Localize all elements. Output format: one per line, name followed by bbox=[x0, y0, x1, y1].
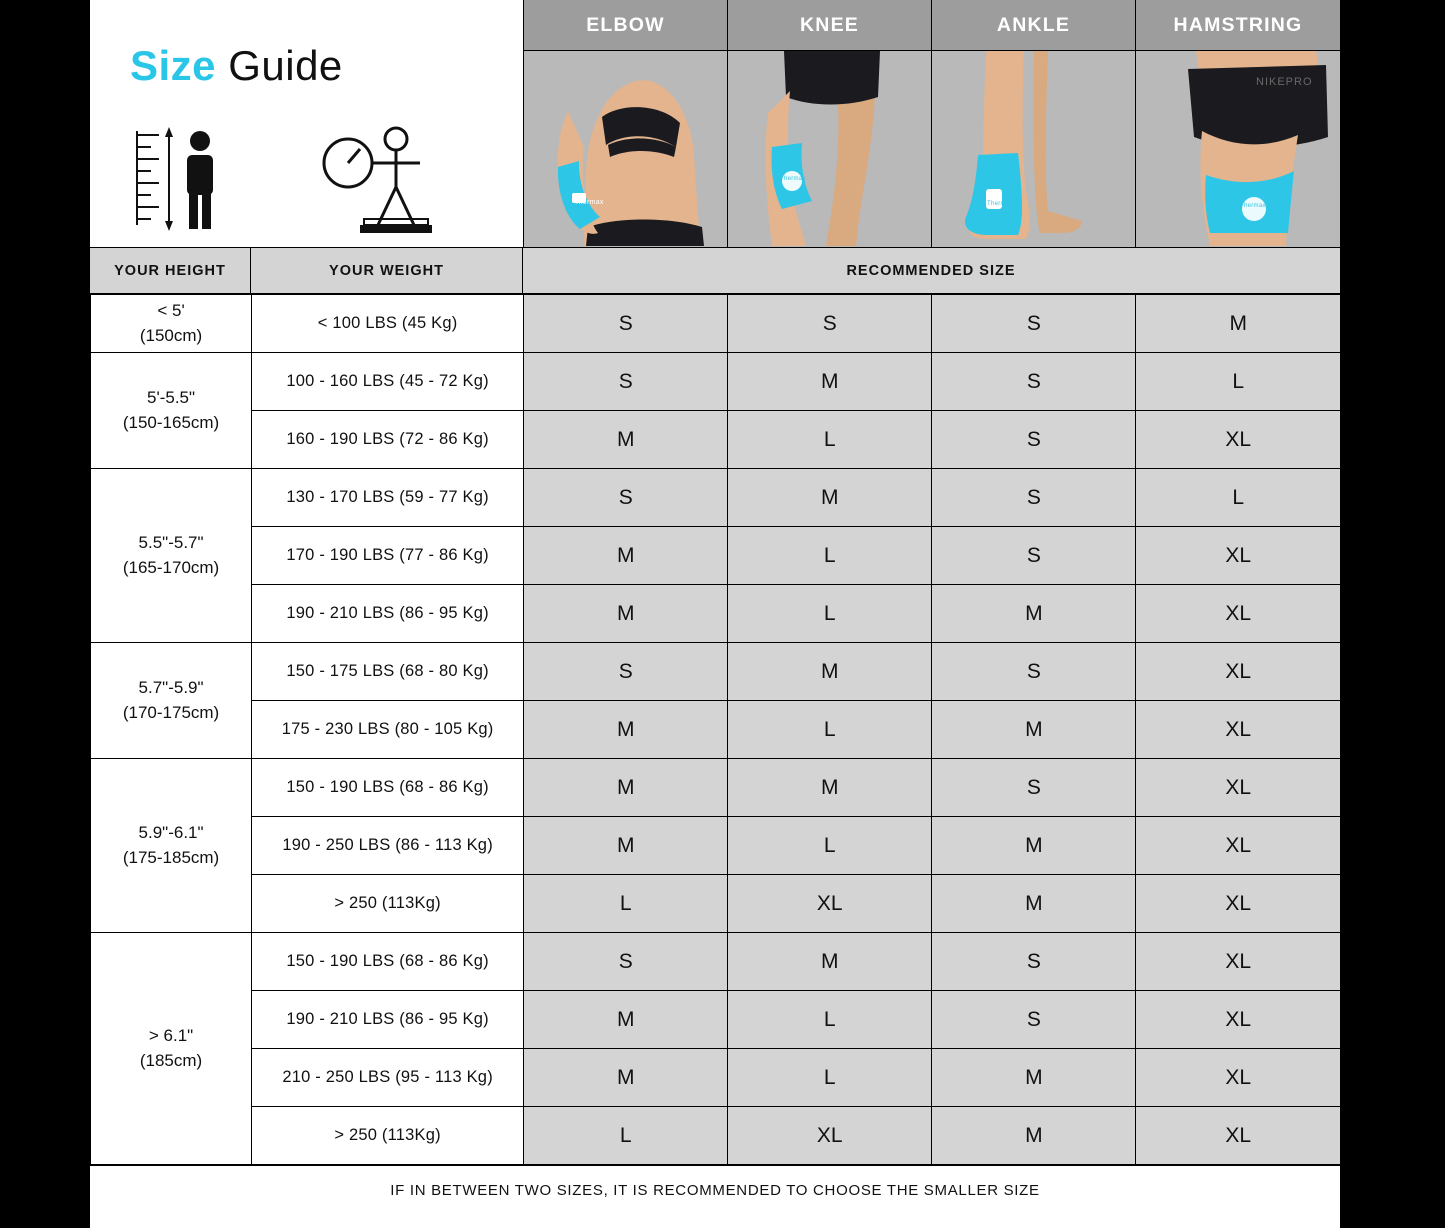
cell-weight: 175 - 230 LBS (80 - 105 Kg) bbox=[252, 701, 524, 759]
cell-size-elbow: S bbox=[524, 643, 728, 701]
cell-size-ankle: S bbox=[932, 411, 1136, 469]
size-table bbox=[90, 294, 1340, 1165]
cell-size-hamstring: XL bbox=[1136, 875, 1340, 933]
product-column-ankle bbox=[932, 0, 1136, 247]
elbow-photo-art bbox=[524, 51, 727, 246]
footer-note: IF IN BETWEEN TWO SIZES, IT IS RECOMMENDED TO CHOOSE THE SMALLER SIZE bbox=[90, 1165, 1340, 1215]
cell-weight: 150 - 175 LBS (68 - 80 Kg) bbox=[252, 643, 524, 701]
table-row bbox=[91, 643, 1341, 701]
cell-size-ankle: M bbox=[932, 701, 1136, 759]
cell-size-knee: XL bbox=[728, 1107, 932, 1165]
brand-label-ankle: Thermax bbox=[987, 201, 1013, 207]
size-guide-sheet bbox=[90, 0, 1340, 1228]
cell-weight: 130 - 170 LBS (59 - 77 Kg) bbox=[252, 469, 524, 527]
height-and-weight-icons bbox=[125, 125, 495, 235]
table-subheader bbox=[90, 247, 1340, 294]
product-title-ankle: ANKLE bbox=[932, 0, 1135, 51]
cell-size-elbow: M bbox=[524, 585, 728, 643]
cell-size-hamstring: M bbox=[1136, 295, 1340, 353]
product-photo-elbow bbox=[524, 51, 727, 247]
product-column-knee bbox=[728, 0, 932, 247]
cell-size-elbow: S bbox=[524, 469, 728, 527]
product-photo-hamstring bbox=[1136, 51, 1340, 247]
hamstring-photo-art bbox=[1136, 51, 1340, 246]
table-row bbox=[91, 817, 1341, 875]
cell-size-knee: XL bbox=[728, 875, 932, 933]
cell-size-hamstring: XL bbox=[1136, 701, 1340, 759]
cell-size-hamstring: L bbox=[1136, 469, 1340, 527]
cell-height: 5.5"-5.7" (165-170cm) bbox=[91, 469, 252, 643]
cell-size-knee: M bbox=[728, 353, 932, 411]
cell-height: > 6.1" (185cm) bbox=[91, 933, 252, 1165]
cell-weight: > 250 (113Kg) bbox=[252, 1107, 524, 1165]
cell-weight: 160 - 190 LBS (72 - 86 Kg) bbox=[252, 411, 524, 469]
cell-size-elbow: M bbox=[524, 759, 728, 817]
scale-person-icon bbox=[324, 128, 432, 233]
page-title bbox=[130, 42, 343, 90]
svg-text:NIKEPRO: NIKEPRO bbox=[1256, 76, 1313, 88]
table-row bbox=[91, 411, 1341, 469]
cell-size-knee: L bbox=[728, 411, 932, 469]
page-title-guide: Guide bbox=[228, 42, 343, 89]
cell-size-knee: L bbox=[728, 527, 932, 585]
product-column-hamstring bbox=[1136, 0, 1340, 247]
brand-label-elbow: Thermax bbox=[574, 199, 604, 206]
cell-height: 5.7"-5.9" (170-175cm) bbox=[91, 643, 252, 759]
cell-weight: 150 - 190 LBS (68 - 86 Kg) bbox=[252, 759, 524, 817]
table-row bbox=[91, 295, 1341, 353]
product-photo-ankle bbox=[932, 51, 1135, 247]
guide-header bbox=[90, 0, 1340, 247]
cell-size-knee: L bbox=[728, 991, 932, 1049]
table-row bbox=[91, 759, 1341, 817]
table-row bbox=[91, 701, 1341, 759]
cell-size-elbow: S bbox=[524, 353, 728, 411]
cell-size-ankle: M bbox=[932, 1049, 1136, 1107]
cell-size-elbow: M bbox=[524, 527, 728, 585]
cell-size-ankle: M bbox=[932, 1107, 1136, 1165]
cell-size-hamstring: XL bbox=[1136, 1049, 1340, 1107]
column-header-height: YOUR HEIGHT bbox=[90, 248, 251, 293]
cell-size-ankle: M bbox=[932, 875, 1136, 933]
cell-size-ankle: S bbox=[932, 295, 1136, 353]
table-row bbox=[91, 933, 1341, 991]
cell-size-knee: L bbox=[728, 585, 932, 643]
table-row bbox=[91, 527, 1341, 585]
table-row bbox=[91, 991, 1341, 1049]
cell-height: < 5' (150cm) bbox=[91, 295, 252, 353]
cell-weight: 150 - 190 LBS (68 - 86 Kg) bbox=[252, 933, 524, 991]
cell-size-ankle: M bbox=[932, 817, 1136, 875]
cell-weight: 190 - 210 LBS (86 - 95 Kg) bbox=[252, 991, 524, 1049]
page-title-size: Size bbox=[130, 42, 217, 89]
cell-height: 5'-5.5" (150-165cm) bbox=[91, 353, 252, 469]
ruler-person-icon bbox=[137, 127, 213, 231]
cell-size-knee: M bbox=[728, 933, 932, 991]
cell-size-hamstring: XL bbox=[1136, 1107, 1340, 1165]
cell-size-elbow: S bbox=[524, 295, 728, 353]
product-title-knee: KNEE bbox=[728, 0, 931, 51]
cell-size-ankle: S bbox=[932, 759, 1136, 817]
column-header-weight: YOUR WEIGHT bbox=[251, 248, 523, 293]
brand-label-knee: Thermax bbox=[780, 176, 806, 182]
knee-photo-art bbox=[728, 51, 931, 246]
cell-size-hamstring: XL bbox=[1136, 527, 1340, 585]
size-table-body bbox=[91, 295, 1341, 1165]
table-row bbox=[91, 585, 1341, 643]
cell-weight: 190 - 250 LBS (86 - 113 Kg) bbox=[252, 817, 524, 875]
cell-weight: 190 - 210 LBS (86 - 95 Kg) bbox=[252, 585, 524, 643]
column-header-recommended-size: RECOMMENDED SIZE bbox=[846, 262, 1016, 279]
cell-size-knee: M bbox=[728, 759, 932, 817]
cell-size-ankle: M bbox=[932, 585, 1136, 643]
cell-size-elbow: M bbox=[524, 411, 728, 469]
cell-weight: 170 - 190 LBS (77 - 86 Kg) bbox=[252, 527, 524, 585]
ankle-photo-art bbox=[932, 51, 1135, 246]
cell-size-hamstring: XL bbox=[1136, 759, 1340, 817]
cell-size-hamstring: L bbox=[1136, 353, 1340, 411]
cell-size-hamstring: XL bbox=[1136, 411, 1340, 469]
cell-size-ankle: S bbox=[932, 353, 1136, 411]
brand-label-hamstring: Thermax bbox=[1240, 203, 1266, 209]
cell-size-ankle: S bbox=[932, 643, 1136, 701]
table-row bbox=[91, 1107, 1341, 1165]
table-row bbox=[91, 353, 1341, 411]
cell-size-elbow: M bbox=[524, 1049, 728, 1107]
icon-row bbox=[125, 125, 495, 235]
cell-size-ankle: S bbox=[932, 991, 1136, 1049]
cell-size-ankle: S bbox=[932, 933, 1136, 991]
cell-size-elbow: M bbox=[524, 991, 728, 1049]
cell-size-hamstring: XL bbox=[1136, 991, 1340, 1049]
cell-size-knee: L bbox=[728, 817, 932, 875]
cell-weight: < 100 LBS (45 Kg) bbox=[252, 295, 524, 353]
product-title-elbow: ELBOW bbox=[524, 0, 727, 51]
table-row bbox=[91, 1049, 1341, 1107]
cell-size-knee: S bbox=[728, 295, 932, 353]
product-title-hamstring: HAMSTRING bbox=[1136, 0, 1340, 51]
cell-weight: 210 - 250 LBS (95 - 113 Kg) bbox=[252, 1049, 524, 1107]
cell-size-knee: L bbox=[728, 701, 932, 759]
cell-size-elbow: M bbox=[524, 817, 728, 875]
cell-size-hamstring: XL bbox=[1136, 643, 1340, 701]
cell-size-hamstring: XL bbox=[1136, 933, 1340, 991]
cell-size-hamstring: XL bbox=[1136, 817, 1340, 875]
product-column-elbow bbox=[524, 0, 728, 247]
cell-weight: 100 - 160 LBS (45 - 72 Kg) bbox=[252, 353, 524, 411]
table-row bbox=[91, 469, 1341, 527]
cell-size-elbow: L bbox=[524, 1107, 728, 1165]
cell-size-ankle: S bbox=[932, 527, 1136, 585]
cell-size-elbow: M bbox=[524, 701, 728, 759]
cell-weight: > 250 (113Kg) bbox=[252, 875, 524, 933]
cell-size-ankle: S bbox=[932, 469, 1136, 527]
table-row bbox=[91, 875, 1341, 933]
cell-height: 5.9"-6.1" (175-185cm) bbox=[91, 759, 252, 933]
cell-size-knee: M bbox=[728, 469, 932, 527]
cell-size-knee: M bbox=[728, 643, 932, 701]
product-photo-knee bbox=[728, 51, 931, 247]
cell-size-elbow: L bbox=[524, 875, 728, 933]
cell-size-elbow: S bbox=[524, 933, 728, 991]
cell-size-hamstring: XL bbox=[1136, 585, 1340, 643]
brand-box bbox=[90, 0, 524, 247]
cell-size-knee: L bbox=[728, 1049, 932, 1107]
